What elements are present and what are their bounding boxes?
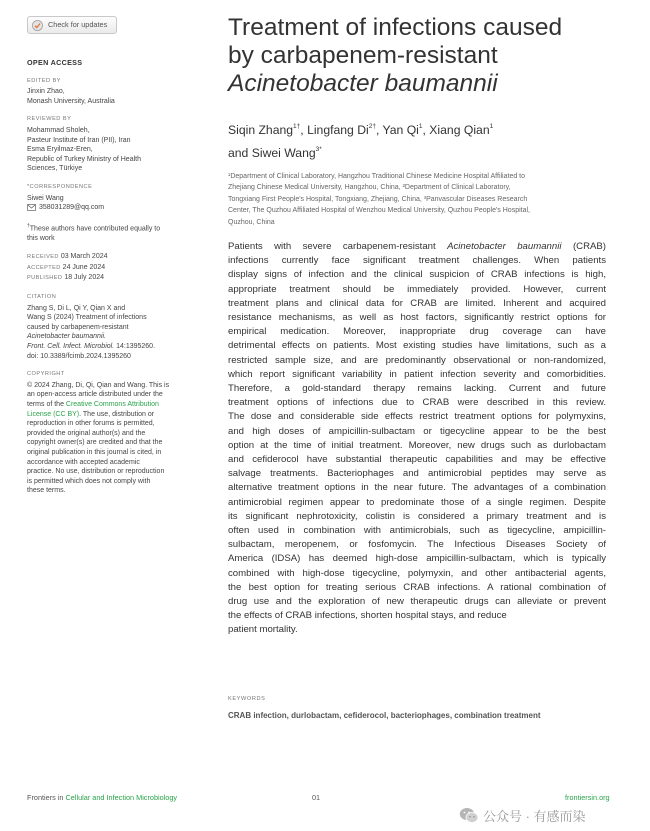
- author-affiliation-mark: 3*: [315, 146, 322, 153]
- open-access-label: OPEN ACCESS: [27, 58, 83, 67]
- abstract-line: the best option for treating serious CRAB infections. A rational combination of: [228, 581, 606, 593]
- copyright-line: © 2024 Zhang, Di, Qi, Qian and Wang. This is: [27, 381, 170, 389]
- citation-section: [27, 293, 199, 361]
- reviewed-by-section: [27, 115, 199, 174]
- edited-by-label: EDITED BY: [27, 77, 62, 84]
- abstract-line: and cefiderocol have substantial therapeutic capabilities and may be effective: [228, 454, 606, 466]
- copyright-line: an open-access article distributed under the: [27, 391, 163, 399]
- copyright-line: accordance with accepted academic: [27, 458, 140, 466]
- abstract-line: alternative treatment options in the near future. The advantages of a combination: [228, 482, 606, 494]
- footer-journal: [27, 793, 177, 802]
- author-separator: ,: [375, 123, 383, 137]
- affiliations: [228, 171, 608, 228]
- abstract-line: often used in combination with antimicrobials, such as tigecycline, ampicillin-: [228, 525, 606, 537]
- check-updates-icon: [32, 20, 43, 31]
- copyright-line: is permitted which does not comply with: [27, 477, 151, 485]
- cc-license-link[interactable]: License (CC BY): [27, 410, 80, 418]
- abstract-line: treatment options of infections due to CRAB were described in this review.: [228, 397, 606, 409]
- citation-line: caused by carbapenem-resistant: [27, 323, 129, 331]
- author-name[interactable]: Yan Qi: [382, 123, 419, 137]
- title-species: Acinetobacter baumannii: [228, 70, 498, 97]
- citation-species: Acinetobacter baumannii.: [27, 333, 106, 341]
- footnote-mark: †: [27, 222, 30, 229]
- check-updates-label: Check for updates: [48, 20, 108, 30]
- copyright-line: copyright owner(s) are credited and that the: [27, 439, 163, 447]
- reviewer-line: Esma Eryilmaz-Eren,: [27, 146, 93, 154]
- author-conjunction: and: [228, 146, 252, 160]
- correspondence-email-row: [27, 203, 199, 213]
- reviewer-line: Mohammad Sholeh,: [27, 126, 90, 134]
- affiliation-line: Center, The Quzhou Affiliated Hospital of Wenzhou Medical University, Quzhou People's Hospital,: [228, 207, 530, 215]
- footer-site-link[interactable]: frontiersin.org: [565, 793, 610, 802]
- copyright-label: COPYRIGHT: [27, 371, 65, 378]
- author-name[interactable]: Lingfang Di: [307, 123, 369, 137]
- affiliation-line: Tongxiang First People's Hospital, Tongxiang, Zhejiang, China, ³Panvascular Diseases Research: [228, 195, 528, 203]
- copyright-section: [27, 370, 199, 496]
- author-affiliation-mark: 2†: [368, 123, 376, 130]
- reviewer-line: Pasteur Institute of Iran (PII), Iran: [27, 136, 131, 144]
- equal-contribution-footnote: [27, 222, 199, 244]
- received-date: 03 March 2024: [60, 253, 108, 261]
- author-separator: ,: [422, 123, 430, 137]
- editor-line: Jinxin Zhao,: [27, 88, 65, 96]
- abstract-species: Acinetobacter baumannii: [447, 241, 562, 252]
- published-label: PUBLISHED: [27, 275, 63, 282]
- title-line: by carbapenem-resistant: [228, 42, 498, 69]
- abstract-line: detrimental effects on patients. Most existing studies have limitations, such as a: [228, 340, 606, 352]
- copyright-line: these terms.: [27, 487, 66, 495]
- footnote-line: this work: [27, 234, 55, 242]
- citation-line: Zhang S, Di L, Qi Y, Qian X and: [27, 304, 126, 312]
- page-number: 01: [312, 793, 321, 802]
- footer-publisher: Frontiers in: [27, 793, 66, 802]
- copyright-line: original publication in this journal is cited, in: [27, 448, 162, 456]
- abstract-line: Therefore, a gold-standard therapy remains lacking. Current and future: [228, 383, 606, 395]
- abstract-line: empirical medication. Moreover, inappropriate drug coverage can have: [228, 326, 606, 338]
- abstract-line: its significant nephrotoxicity, colistin is considered a primary treatment and is: [228, 510, 606, 522]
- reviewer-line: Sciences, Türkiye: [27, 165, 83, 173]
- title-line: Treatment of infections caused: [228, 14, 563, 41]
- edited-by-section: [27, 77, 199, 107]
- footnote-line: These authors have contributed equally to: [29, 225, 161, 233]
- copyright-line: reproduction in other forums is permitted,: [27, 420, 155, 428]
- abstract-line: patient mortality.: [228, 624, 298, 636]
- abstract-line: drug use and the exploration of new therapeutic drugs can alleviate or prevent: [228, 596, 606, 608]
- article-dates: [27, 252, 199, 284]
- check-for-updates-button[interactable]: [27, 16, 117, 34]
- abstract: [228, 240, 606, 638]
- abstract-line: infections currently face significant treatment challenges. When patients: [228, 255, 606, 267]
- accepted-label: ACCEPTED: [27, 264, 61, 271]
- abstract-line: The dose and considerable side effects restrict treatment options for polymyxins,: [228, 411, 606, 423]
- abstract-line: the effects of CRAB infections, shorten hospital stays, and reduce: [228, 610, 507, 622]
- reviewed-by-label: REVIEWED BY: [27, 116, 72, 123]
- author-separator: ,: [300, 123, 308, 137]
- abstract-line: and high doses of ampicillin-sulbactam or tigecycline appear to be the best: [228, 425, 606, 437]
- reviewer-line: Republic of Turkey Ministry of Health: [27, 155, 141, 163]
- abstract-line: option at the time of initial treatment. Moreover, new drugs such as durlobactam: [228, 439, 606, 451]
- copyright-line: practice. No use, distribution or reproduction: [27, 468, 165, 476]
- keywords-label: KEYWORDS: [228, 696, 266, 702]
- abstract-line: restricted sample size, and are predominantly observational or non-randomized,: [228, 354, 606, 366]
- correspondence-email-link[interactable]: 358031289@qq.com: [39, 204, 105, 212]
- affiliation-line: Quzhou, China: [228, 218, 275, 226]
- copyright-line: terms of the: [27, 400, 66, 408]
- footer-journal-link[interactable]: Cellular and Infection Microbiology: [65, 793, 178, 802]
- accepted-date: 24 June 2024: [62, 263, 106, 271]
- abstract-line: treatment plans and clinical data for CRAB are limited. Inherent and acquired: [228, 297, 606, 309]
- editor-line: Monash University, Australia: [27, 97, 115, 105]
- received-label: RECEIVED: [27, 254, 59, 261]
- author-name[interactable]: Siqin Zhang: [228, 123, 294, 137]
- citation-label: CITATION: [27, 294, 57, 301]
- cc-license-link[interactable]: Creative Commons Attribution: [65, 400, 159, 408]
- copyright-line: provided the original author(s) and the: [27, 429, 146, 437]
- abstract-line: combined with high-dose tigecycline, polymyxin, and other antibacterial agents,: [228, 567, 606, 579]
- abstract-line: which report significant variability in patient infection severity and comorbidities.: [228, 368, 606, 380]
- article-info-sidebar: [27, 16, 199, 496]
- copyright-line: . The use, distribution or: [79, 410, 155, 418]
- keywords-list: CRAB infection, durlobactam, cefiderocol, bacteriophages, combination treatment: [228, 711, 541, 720]
- citation-line: Wang S (2024) Treatment of infections: [27, 314, 147, 322]
- abstract-line: display signs of infection and the clinical suspicion of CRAB infections is high,: [228, 269, 606, 281]
- wechat-icon: [459, 807, 479, 824]
- author-affiliation-mark: 1: [418, 123, 423, 130]
- citation-doi[interactable]: doi: 10.3389/fcimb.2024.1395260: [27, 352, 131, 360]
- abstract-line: Patients with severe carbapenem-resistant Acinetobacter baumannii (CRAB): [228, 241, 606, 252]
- article-title: [228, 14, 608, 98]
- article-header: [228, 14, 608, 228]
- correspondence-section: [27, 183, 199, 213]
- citation-volume: 14:1395260.: [114, 342, 156, 350]
- watermark-text: 公众号 · 有感而染: [483, 809, 586, 824]
- author-name[interactable]: Xiang Qian: [429, 123, 490, 137]
- abstract-line: appropriate treatment should be immediately provided. However, current: [228, 283, 606, 295]
- author-list: [228, 117, 608, 163]
- author-name[interactable]: Siwei Wang: [251, 146, 316, 160]
- abstract-line: resistance mechanisms, as well as host factors, significantly restrict options for: [228, 312, 606, 324]
- affiliation-line: ¹Department of Clinical Laboratory, Hangzhou Traditional Chinese Medicine Hospital Affiliated to: [228, 173, 526, 180]
- abstract-line: salvage treatments. Bacteriophages and antimicrobial peptides may serve as: [228, 468, 606, 480]
- correspondence-label: *CORRESPONDENCE: [27, 183, 93, 190]
- published-date: 18 July 2024: [64, 274, 105, 282]
- author-affiliation-mark: 1: [489, 123, 494, 130]
- abstract-line: sulbactam, meropenem, or fosfomycin. The Infectious Diseases Society of: [228, 539, 606, 551]
- citation-journal: Front. Cell. Infect. Microbiol.: [27, 342, 115, 350]
- affiliation-line: Zhejiang Chinese Medical University, Hangzhou, China, ²Department of Clinical Laboratory,: [228, 184, 511, 192]
- abstract-line: America (IDSA) has deemed high-dose ampicillin-sulbactam, which is typically: [228, 553, 606, 565]
- author-affiliation-mark: 1†: [293, 123, 301, 130]
- envelope-icon: [27, 204, 36, 211]
- wechat-watermark: [459, 806, 586, 825]
- abstract-line: antimicrobial regimen appear to predominate those of a single regimen. Despite: [228, 496, 606, 508]
- correspondence-name: Siwei Wang: [27, 194, 64, 202]
